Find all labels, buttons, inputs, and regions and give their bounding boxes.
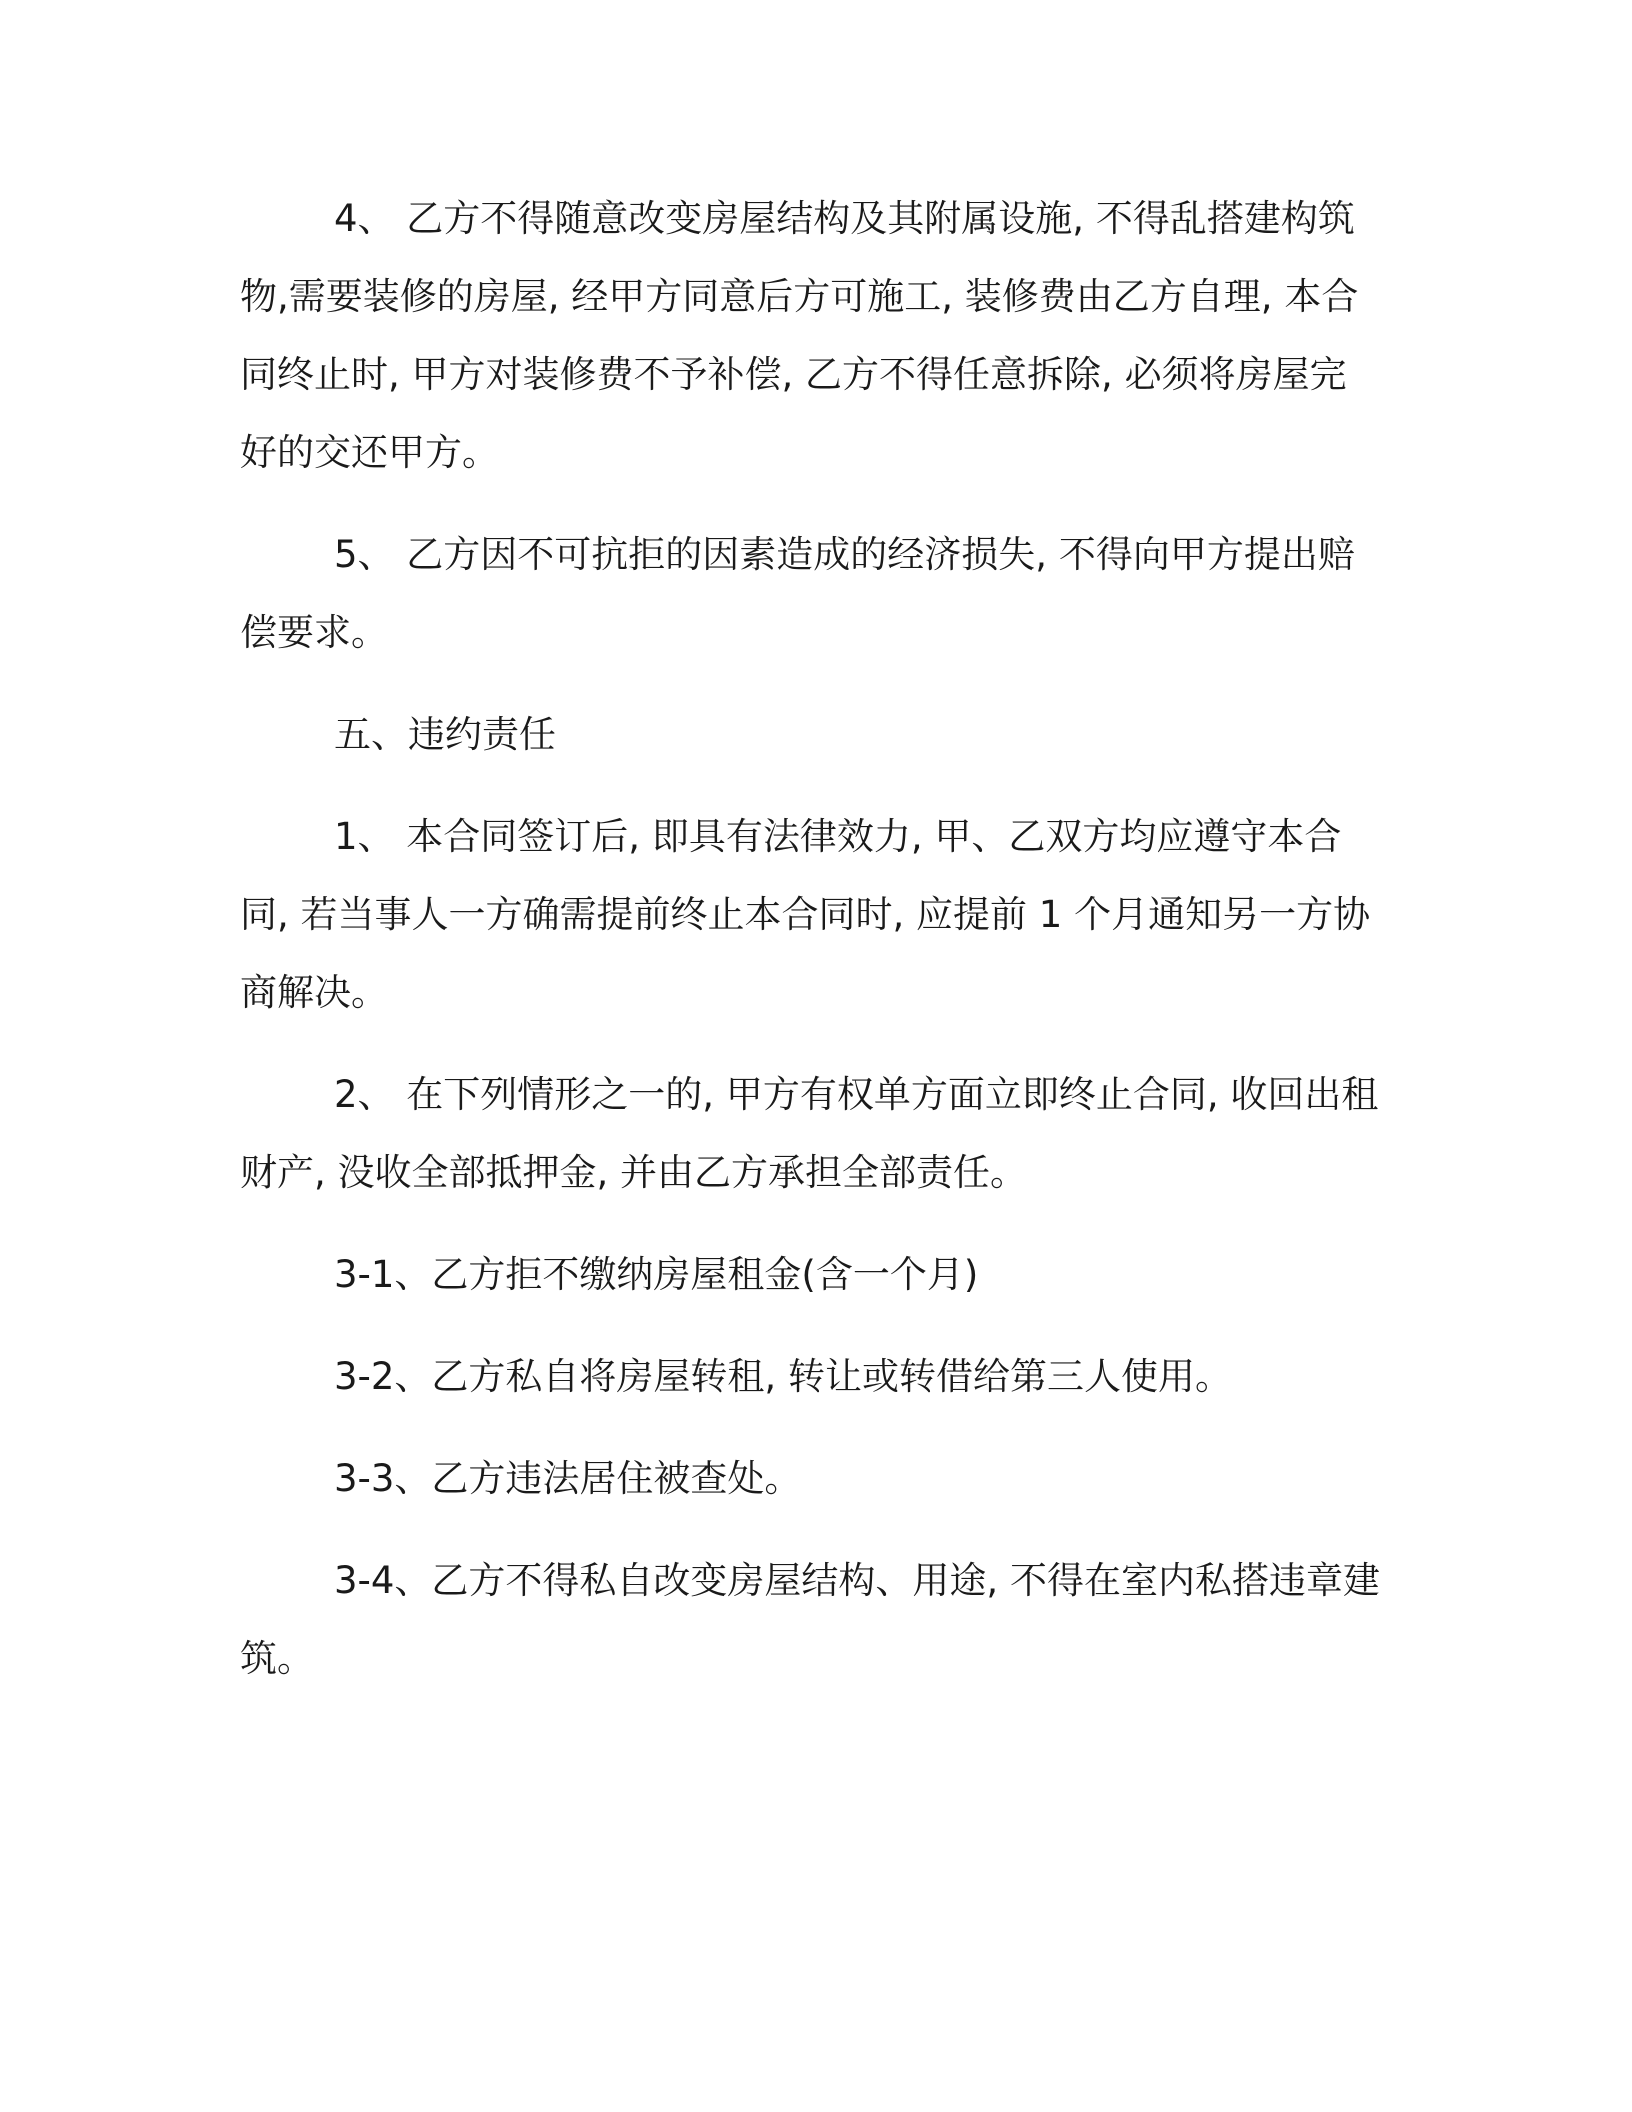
clause-5: 5、 乙方因不可抗拒的因素造成的经济损失, 不得向甲方提出赔偿要求。 [240, 533, 1355, 654]
clause-1: 1、 本合同签订后, 即具有法律效力, 甲、乙双方均应遵守本合同, 若当事人一方确需提前终止本合同时, 应提前 1 个月通知另一方协商解决。 [240, 815, 1371, 1014]
clause-3-4: 3-4、乙方不得私自改变房屋结构、用途, 不得在室内私搭违章建筑。 [240, 1559, 1380, 1680]
document-body [240, 180, 1380, 1722]
clause-2: 2、 在下列情形之一的, 甲方有权单方面立即终止合同, 收回出租财产, 没收全部抵押金, 并由乙方承担全部责任。 [240, 1073, 1379, 1194]
clause-3-3: 3-3、乙方违法居住被查处。 [334, 1457, 802, 1500]
section-heading-breach-liability: 五、违约责任 [334, 713, 556, 756]
clause-3-2: 3-2、乙方私自将房屋转租, 转让或转借给第三人使用。 [334, 1355, 1232, 1398]
clause-4: 4、 乙方不得随意改变房屋结构及其附属设施, 不得乱搭建构筑物,需要装修的房屋, 经甲方同意后方可施工, 装修费由乙方自理, 本合同终止时, 甲方对装修费不予补偿, 乙方不得任意拆除, 必须将房屋完好的交还甲方。 [240, 197, 1359, 474]
clause-3-1: 3-1、乙方拒不缴纳房屋租金(含一个月) [334, 1253, 979, 1296]
